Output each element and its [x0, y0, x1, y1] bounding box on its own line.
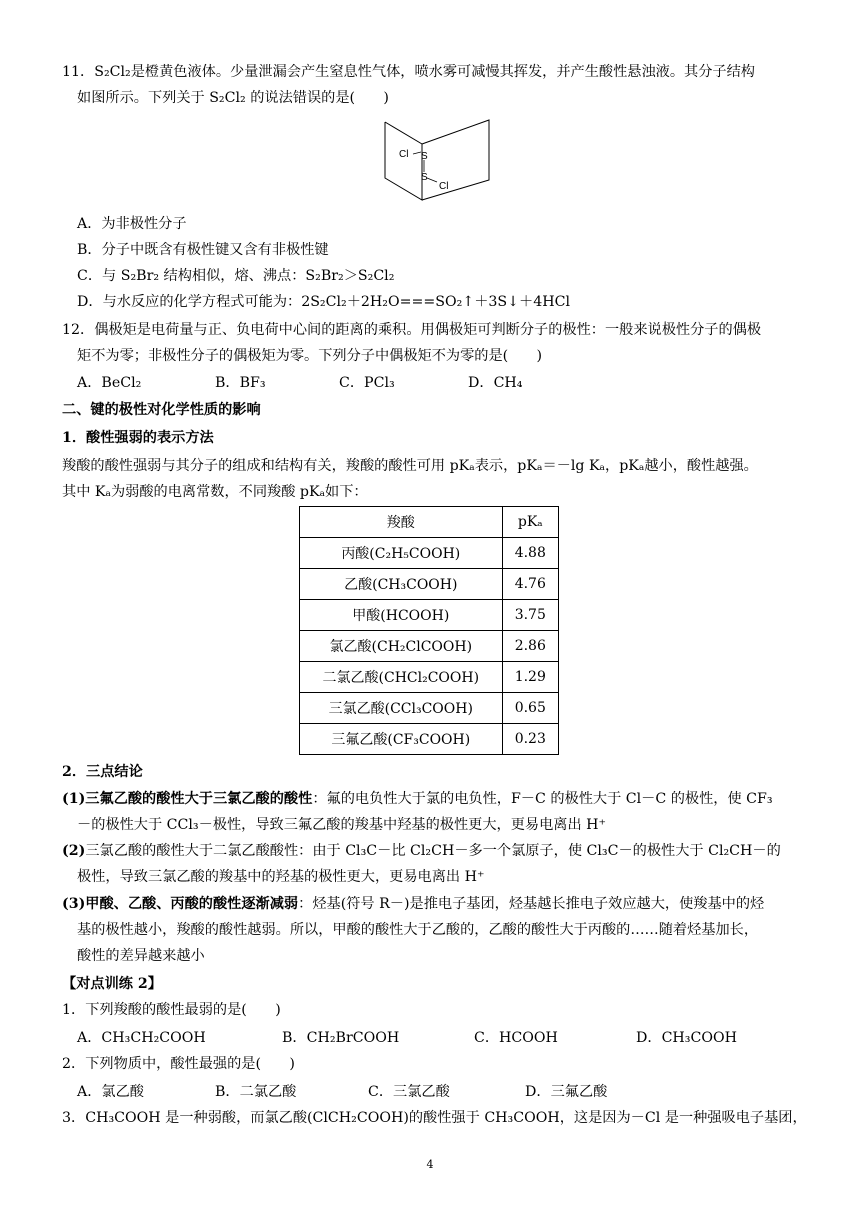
q12-stem-line1: 12．偶极矩是电荷量与正、负电荷中心间的距离的乘积。用偶极矩可判断分子的极性：一般来说极性分子的偶极 — [62, 322, 762, 338]
acid-name-cell: 三氯乙酸(CCl₃COOH) — [300, 693, 503, 724]
t2-option-d: D．三氟乙酸 — [525, 1084, 608, 1100]
conclusion-1-heading: (1)三氟乙酸的酸性大于三氯乙酸的酸性 — [62, 791, 313, 807]
table-row — [300, 569, 559, 600]
q11-stem-line2: 如图所示。下列关于 S₂Cl₂ 的说法错误的是( ) — [77, 90, 389, 106]
table-row — [300, 600, 559, 631]
conclusion-1-line1 — [62, 789, 773, 809]
pka-value-cell: 0.65 — [502, 693, 558, 724]
q12-option-a: A．BeCl₂ — [77, 375, 142, 391]
table-header-row — [300, 507, 559, 538]
t1-option-c: C．HCOOH — [474, 1030, 558, 1046]
pka-table — [299, 506, 559, 755]
subsection-heading: 1．酸性强弱的表示方法 — [62, 430, 214, 446]
pka-value-cell: 0.23 — [502, 724, 558, 755]
t3-stem-line1: 3．CH₃COOH 是一种弱酸，而氯乙酸(ClCH₂COOH)的酸性强于 CH₃COOH，这是因为－Cl 是一种强吸电子基团， — [62, 1110, 807, 1126]
pka-value-cell: 2.86 — [502, 631, 558, 662]
conclusion-3-line3: 酸性的差异越来越小 — [77, 948, 205, 964]
cl-atom-label: Cl — [439, 181, 449, 192]
q12-option-d: D．CH₄ — [468, 375, 523, 391]
t2-stem: 2．下列物质中，酸性最强的是( ) — [62, 1056, 295, 1072]
training-heading: 【对点训练 2】 — [62, 976, 162, 992]
cl-atom-label: Cl — [399, 149, 409, 160]
q11-stem-line1: 11．S₂Cl₂是橙黄色液体。少量泄漏会产生窒息性气体，喷水雾可减慢其挥发，并产生酸性悬浊液。其分子结构 — [62, 64, 755, 80]
q12-option-c: C．PCl₃ — [339, 375, 395, 391]
conclusion-3-heading: (3)甲酸、乙酸、丙酸的酸性逐渐减弱 — [62, 896, 299, 912]
paragraph-line: 羧酸的酸性强弱与其分子的组成和结构有关，羧酸的酸性可用 pKₐ表示，pKₐ＝－lg Kₐ，pKₐ越小，酸性越强。 — [62, 458, 758, 474]
pka-value-cell: 4.88 — [502, 538, 558, 569]
q11-option-b: B．分子中既含有极性键又含有非极性键 — [77, 242, 329, 258]
conclusion-2-text: 三氯乙酸的酸性大于二氯乙酸酸性：由于 Cl₃C－比 Cl₂CH－多一个氯原子，使 Cl₃C－的极性大于 Cl₂CH－的 — [85, 843, 781, 859]
conclusion-2-line2: 极性，导致三氯乙酸的羧基中的羟基的极性更大，更易电离出 H⁺ — [77, 869, 485, 885]
conclusion-2-heading: (2) — [62, 843, 86, 859]
table-header-cell: 羧酸 — [300, 507, 503, 538]
s-atom-label: S — [421, 151, 428, 162]
q11-option-c: C．与 S₂Br₂ 结构相似，熔、沸点：S₂Br₂＞S₂Cl₂ — [77, 268, 395, 284]
q11-option-a: A．为非极性分子 — [77, 216, 187, 232]
s2cl2-structure-figure — [381, 116, 493, 202]
acid-name-cell: 三氟乙酸(CF₃COOH) — [300, 724, 503, 755]
acid-name-cell: 氯乙酸(CH₂ClCOOH) — [300, 631, 503, 662]
table-row — [300, 724, 559, 755]
t1-stem: 1．下列羧酸的酸性最弱的是( ) — [62, 1002, 281, 1018]
t1-option-d: D．CH₃COOH — [636, 1030, 737, 1046]
conclusion-3-line2: 基的极性越小，羧酸的酸性越弱。所以，甲酸的酸性大于乙酸的，乙酸的酸性大于丙酸的……随着烃基加长， — [77, 922, 759, 938]
conclusion-1-line2: －的极性大于 CCl₃－极性，导致三氟乙酸的羧基中羟基的极性更大，更易电离出 H⁺ — [77, 817, 607, 833]
table-row — [300, 693, 559, 724]
conclusion-2-line1 — [62, 841, 781, 861]
t1-option-a: A．CH₃CH₂COOH — [77, 1030, 206, 1046]
page-number: 4 — [426, 1158, 434, 1171]
pka-value-cell: 3.75 — [502, 600, 558, 631]
t2-option-b: B．二氯乙酸 — [215, 1084, 297, 1100]
pka-value-cell: 4.76 — [502, 569, 558, 600]
table-row — [300, 631, 559, 662]
table-header-cell: pKₐ — [502, 507, 558, 538]
acid-name-cell: 丙酸(C₂H₅COOH) — [300, 538, 503, 569]
s-atom-label: S — [421, 172, 428, 183]
acid-name-cell: 甲酸(HCOOH) — [300, 600, 503, 631]
section-heading: 二、键的极性对化学性质的影响 — [62, 402, 261, 418]
table-row — [300, 662, 559, 693]
conclusion-1-text: ：氟的电负性大于氯的电负性，F－C 的极性大于 Cl－C 的极性，使 CF₃ — [312, 791, 773, 807]
conclusion-3-line1 — [62, 894, 764, 914]
t1-option-b: B．CH₂BrCOOH — [282, 1030, 400, 1046]
subsection-heading: 2．三点结论 — [62, 764, 143, 780]
paragraph-line: 其中 Kₐ为弱酸的电离常数，不同羧酸 pKₐ如下： — [62, 484, 368, 500]
pka-value-cell: 1.29 — [502, 662, 558, 693]
conclusion-3-text: ：烃基(符号 R－)是推电子基团，烃基越长推电子效应越大，使羧基中的烃 — [298, 896, 765, 912]
t2-option-c: C．三氯乙酸 — [368, 1084, 450, 1100]
table-row — [300, 538, 559, 569]
q12-option-b: B．BF₃ — [215, 375, 266, 391]
t2-option-a: A．氯乙酸 — [77, 1084, 144, 1100]
acid-name-cell: 二氯乙酸(CHCl₂COOH) — [300, 662, 503, 693]
q12-stem-line2: 矩不为零；非极性分子的偶极矩为零。下列分子中偶极矩不为零的是( ) — [77, 348, 543, 364]
q11-option-d: D．与水反应的化学方程式可能为：2S₂Cl₂＋2H₂O===SO₂↑＋3S↓＋4HCl — [77, 294, 570, 310]
acid-name-cell: 乙酸(CH₃COOH) — [300, 569, 503, 600]
